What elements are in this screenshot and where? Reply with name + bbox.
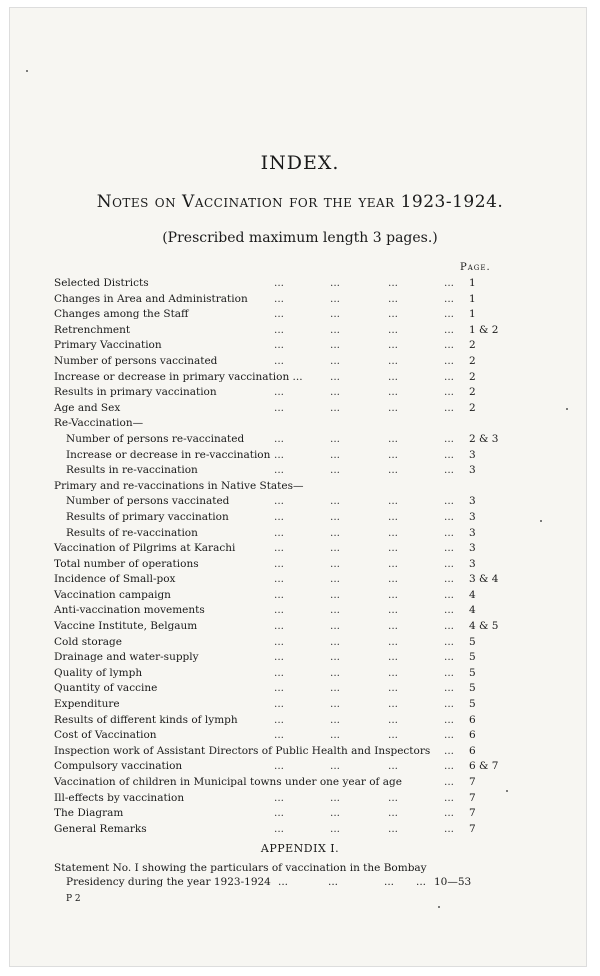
leader-dot-group: ...: [274, 292, 285, 305]
entry-page: 3: [469, 495, 476, 508]
leader-dot-group: ...: [444, 510, 455, 523]
index-entry: [54, 588, 554, 604]
leader-dot-group: ...: [444, 308, 455, 321]
leader-dot-group: ...: [388, 526, 399, 539]
entry-page: 3: [469, 464, 476, 477]
index-entry: [54, 713, 554, 729]
entry-label: Results of primary vaccination: [66, 510, 229, 523]
entry-label: Increase or decrease in primary vaccination ...: [54, 370, 303, 383]
leader-dot-group: ...: [330, 729, 341, 742]
entry-label: Vaccine Institute, Belgaum: [54, 620, 198, 633]
leader-dot-group: ...: [444, 292, 455, 305]
leader-dot-group: ...: [274, 323, 285, 336]
index-entry: [54, 370, 554, 386]
leader-dot-group: ...: [274, 682, 285, 695]
leader-dot-group: ...: [330, 448, 341, 461]
leader-dot-group: ...: [330, 760, 341, 773]
leader-dot-group: ...: [444, 713, 455, 726]
entry-page: 6 & 7: [469, 760, 499, 773]
leader-dot-group: ...: [274, 308, 285, 321]
page-subtitle: Notes on Vaccination for the year 1923-1924.: [96, 192, 504, 212]
leader-dot-group: ...: [444, 370, 455, 383]
leader-dot-group: ...: [444, 386, 455, 399]
leader-dot-group: ...: [388, 698, 399, 711]
leader-dot-group: ...: [444, 620, 455, 633]
entry-label: Results of different kinds of lymph: [54, 713, 238, 726]
leader-dot-group: ...: [388, 807, 399, 820]
entry-label: Number of persons re-vaccinated: [66, 432, 245, 445]
leader-dot-group: ...: [330, 354, 341, 367]
leader-dot-group: ...: [330, 698, 341, 711]
leader-dot-group: ...: [274, 791, 285, 804]
leader-dot-group: ...: [444, 635, 455, 648]
leader-dot-group: ...: [388, 573, 399, 586]
index-list: [54, 276, 554, 837]
entry-label: Primary and re-vaccinations in Native States—: [54, 479, 304, 492]
entry-label: Results of re-vaccination: [66, 526, 198, 539]
leader-dot-group: ...: [274, 401, 285, 414]
page-column-header: Page.: [460, 262, 491, 273]
leader-dot-group: ...: [274, 635, 285, 648]
index-entry: [54, 728, 554, 744]
entry-page: 1: [469, 308, 476, 321]
length-note: (Prescribed maximum length 3 pages.): [162, 230, 438, 246]
entry-page: 2: [469, 401, 476, 414]
entry-page: 5: [469, 666, 476, 679]
entry-label: Ill-effects by vaccination: [54, 791, 185, 804]
leader-dot-group: ...: [444, 807, 455, 820]
leader-dot-group: ...: [444, 354, 455, 367]
leader-dot-group: ...: [388, 713, 399, 726]
entry-page: 7: [469, 807, 476, 820]
leader-dot-group: ...: [444, 323, 455, 336]
leader-dot-group: ...: [444, 651, 455, 664]
entry-label: Quantity of vaccine: [54, 682, 158, 695]
leader-dot-group: ...: [330, 464, 341, 477]
index-entry: [54, 416, 554, 432]
index-entry: [54, 650, 554, 666]
entry-page: 3: [469, 557, 476, 570]
leader-dot-group: ...: [388, 635, 399, 648]
leader-dot-group: ...: [274, 588, 285, 601]
index-entry: [54, 323, 554, 339]
index-entry: [54, 635, 554, 651]
entry-label: Compulsory vaccination: [54, 760, 183, 773]
entry-label: Selected Districts: [54, 277, 149, 289]
leader-dot-group: ...: [388, 542, 399, 555]
statement-pages: 10—53: [434, 876, 472, 888]
entry-page: 6: [469, 744, 476, 757]
index-entry: [54, 697, 554, 713]
leader-dot-group: ...: [444, 791, 455, 804]
leader-dot-group: ...: [444, 776, 455, 788]
index-entry: [54, 619, 554, 635]
leader-dot-group: ...: [388, 729, 399, 742]
leader-dot-group: ...: [388, 510, 399, 523]
entry-label: Vaccination of Pilgrims at Karachi: [54, 542, 236, 555]
entry-label: General Remarks: [54, 822, 147, 835]
leader-dot-group: ...: [388, 339, 399, 352]
leader-dot-group: ...: [330, 401, 341, 414]
leader-dot-group: ...: [274, 620, 285, 633]
leader-dot-group: ...: [330, 651, 341, 664]
leader-dot-group: ...: [444, 573, 455, 586]
entry-page: 2: [469, 370, 476, 383]
index-entry: [54, 775, 554, 791]
entry-label: Primary Vaccination: [54, 339, 162, 352]
entry-label: Inspection work of Assistant Directors of Public Health and Inspectors: [54, 744, 431, 757]
entry-label: Re-Vaccination—: [54, 417, 144, 430]
leader-dot-group: ...: [330, 682, 341, 695]
leader-dot-group: ...: [330, 339, 341, 352]
leader-dot-group: ...: [274, 807, 285, 820]
entry-label: Changes among the Staff: [54, 308, 189, 321]
entry-page: 7: [469, 791, 476, 804]
leader-dot-group: ...: [444, 464, 455, 477]
index-entry: [54, 385, 554, 401]
leader-dot-group: ...: [444, 557, 455, 570]
entry-page: 4: [469, 604, 476, 617]
index-entry: [54, 666, 554, 682]
leader-dot-group: ...: [388, 432, 399, 445]
leader-dot-group: ...: [330, 635, 341, 648]
entry-label: Quality of lymph: [54, 666, 143, 679]
entry-page: 4 & 5: [469, 620, 499, 633]
leader-dot-group: ...: [444, 339, 455, 352]
leader-dot-group: ...: [330, 432, 341, 445]
page-title: INDEX.: [260, 152, 340, 174]
entry-label: Number of persons vaccinated: [54, 354, 218, 367]
entry-page: 7: [469, 822, 476, 835]
index-entry: [54, 432, 554, 448]
entry-page: 3 & 4: [469, 573, 499, 586]
leader-dot-group: ...: [388, 323, 399, 336]
index-entry: [54, 479, 554, 495]
leader-dot-group: ...: [388, 557, 399, 570]
leader-dot-group: ...: [274, 339, 285, 352]
statement-line-1: Statement No. I showing the particulars of vaccination in the Bombay: [54, 862, 427, 874]
leader-dot-group: ...: [388, 464, 399, 477]
leader-dot-group: ...: [444, 495, 455, 508]
leader-dot-group: ...: [330, 822, 341, 835]
entry-label: Vaccination campaign: [54, 588, 171, 601]
leader-dot-group: ...: [330, 495, 341, 508]
leader-dot-group: ...: [444, 666, 455, 679]
index-entry: [54, 292, 554, 308]
entry-page: 2 & 3: [469, 432, 499, 445]
leader-dot-group: ...: [274, 760, 285, 773]
entry-label: Cold storage: [54, 635, 122, 648]
leader-dot-group: ...: [274, 526, 285, 539]
index-entry: [54, 603, 554, 619]
index-entry: [54, 494, 554, 510]
leader-dot-group: ...: [274, 698, 285, 711]
paper-speck: [438, 906, 440, 908]
leader-dot-group: ...: [274, 604, 285, 617]
signature-mark: P 2: [66, 894, 81, 904]
leader-dot-group: ...: [444, 432, 455, 445]
leader-dot-group: ...: [274, 277, 285, 289]
index-entry: [54, 463, 554, 479]
entry-label: Anti-vaccination movements: [54, 604, 205, 617]
leader-dot-group: ...: [274, 713, 285, 726]
leader-dot-group: ...: [388, 620, 399, 633]
leader-dots: ...: [328, 876, 339, 888]
entry-label: The Diagram: [54, 807, 124, 820]
index-entry: [54, 759, 554, 775]
entry-label: Results in primary vaccination: [54, 386, 217, 399]
entry-label: Results in re-vaccination: [66, 464, 198, 477]
leader-dot-group: ...: [330, 557, 341, 570]
entry-page: 3: [469, 542, 476, 555]
leader-dot-group: ...: [444, 698, 455, 711]
leader-dots: ...: [278, 876, 289, 888]
entry-page: 5: [469, 682, 476, 695]
leader-dot-group: ...: [274, 573, 285, 586]
entry-label: Retrenchment: [54, 323, 131, 336]
entry-page: 7: [469, 776, 476, 788]
index-entry: [54, 572, 554, 588]
leader-dots: ...: [384, 876, 395, 888]
leader-dot-group: ...: [330, 542, 341, 555]
leader-dot-group: ...: [330, 791, 341, 804]
leader-dot-group: ...: [274, 557, 285, 570]
leader-dot-group: ...: [330, 386, 341, 399]
leader-dots: ...: [416, 876, 427, 888]
entry-page: 1: [469, 277, 476, 289]
index-entry: [54, 510, 554, 526]
leader-dot-group: ...: [444, 588, 455, 601]
leader-dot-group: ...: [388, 495, 399, 508]
paper-speck: [506, 790, 508, 792]
entry-label: Incidence of Small-pox: [54, 573, 176, 586]
leader-dot-group: ...: [388, 588, 399, 601]
entry-page: 3: [469, 510, 476, 523]
leader-dot-group: ...: [330, 588, 341, 601]
entry-page: 1: [469, 292, 476, 305]
leader-dot-group: ...: [330, 573, 341, 586]
leader-dot-group: ...: [388, 651, 399, 664]
index-entry: [54, 307, 554, 323]
leader-dot-group: ...: [388, 791, 399, 804]
leader-dot-group: ...: [444, 277, 455, 289]
leader-dot-group: ...: [330, 713, 341, 726]
leader-dot-group: ...: [388, 370, 399, 383]
entry-page: 1 & 2: [469, 323, 499, 336]
index-entry: [54, 526, 554, 542]
index-entry: [54, 541, 554, 557]
index-entry: [54, 557, 554, 573]
entry-label: Changes in Area and Administration: [54, 292, 248, 305]
entry-label: Cost of Vaccination: [54, 729, 157, 742]
statement-line-2: [66, 876, 472, 888]
leader-dot-group: ...: [330, 526, 341, 539]
leader-dot-group: ...: [388, 666, 399, 679]
index-entry: [54, 448, 554, 464]
leader-dot-group: ...: [330, 604, 341, 617]
index-entry: [54, 338, 554, 354]
leader-dot-group: ...: [444, 682, 455, 695]
entry-label: Number of persons vaccinated: [66, 495, 230, 508]
leader-dot-group: ...: [330, 807, 341, 820]
leader-dot-group: ...: [330, 620, 341, 633]
leader-dot-group: ...: [330, 277, 341, 289]
appendix-heading: APPENDIX I.: [260, 842, 340, 855]
leader-dot-group: ...: [444, 526, 455, 539]
leader-dot-group: ...: [444, 744, 455, 757]
leader-dot-group: ...: [444, 542, 455, 555]
entry-page: 5: [469, 651, 476, 664]
leader-dot-group: ...: [274, 729, 285, 742]
leader-dot-group: ...: [388, 308, 399, 321]
leader-dot-group: ...: [388, 760, 399, 773]
leader-dot-group: ...: [274, 542, 285, 555]
leader-dot-group: ...: [388, 354, 399, 367]
leader-dot-group: ...: [388, 386, 399, 399]
leader-dot-group: ...: [274, 432, 285, 445]
leader-dot-group: ...: [388, 682, 399, 695]
leader-dot-group: ...: [444, 401, 455, 414]
leader-dot-group: ...: [274, 495, 285, 508]
leader-dot-group: ...: [388, 401, 399, 414]
index-entry: [54, 822, 554, 838]
entry-page: 4: [469, 588, 476, 601]
entry-page: 5: [469, 698, 476, 711]
leader-dot-group: ...: [444, 448, 455, 461]
statement-line-2-text: Presidency during the year 1923-1924: [66, 876, 271, 888]
entry-page: 3: [469, 526, 476, 539]
leader-dot-group: ...: [388, 822, 399, 835]
entry-page: 2: [469, 386, 476, 399]
leader-dot-group: ...: [330, 323, 341, 336]
entry-page: 3: [469, 448, 476, 461]
entry-label: Drainage and water-supply: [54, 651, 199, 664]
entry-label: Vaccination of children in Municipal towns under one year of age: [54, 776, 402, 788]
index-entry: [54, 791, 554, 807]
entry-page: 2: [469, 339, 476, 352]
leader-dot-group: ...: [330, 666, 341, 679]
leader-dot-group: ...: [444, 729, 455, 742]
leader-dot-group: ...: [274, 354, 285, 367]
entry-label: Expenditure: [54, 698, 120, 711]
entry-page: 5: [469, 635, 476, 648]
leader-dot-group: ...: [274, 822, 285, 835]
leader-dot-group: ...: [274, 386, 285, 399]
index-entry: [54, 401, 554, 417]
leader-dot-group: ...: [274, 448, 285, 461]
index-entry: [54, 276, 554, 292]
index-entry: [54, 744, 554, 760]
index-entry: [54, 354, 554, 370]
entry-label: Age and Sex: [54, 401, 121, 414]
index-entry: [54, 681, 554, 697]
paper-speck: [566, 408, 568, 410]
leader-dot-group: ...: [274, 651, 285, 664]
entry-label: Total number of operations: [54, 557, 199, 570]
leader-dot-group: ...: [444, 760, 455, 773]
entry-page: 6: [469, 729, 476, 742]
paper-speck: [26, 70, 28, 72]
leader-dot-group: ...: [330, 370, 341, 383]
leader-dot-group: ...: [388, 277, 399, 289]
leader-dot-group: ...: [274, 464, 285, 477]
leader-dot-group: ...: [274, 666, 285, 679]
index-entry: [54, 806, 554, 822]
leader-dot-group: ...: [444, 604, 455, 617]
leader-dot-group: ...: [330, 510, 341, 523]
entry-label: Increase or decrease in re-vaccination: [66, 448, 271, 461]
leader-dot-group: ...: [330, 308, 341, 321]
paper-speck: [540, 520, 542, 522]
leader-dot-group: ...: [274, 510, 285, 523]
leader-dot-group: ...: [388, 604, 399, 617]
leader-dot-group: ...: [444, 822, 455, 835]
leader-dot-group: ...: [388, 292, 399, 305]
leader-dot-group: ...: [388, 448, 399, 461]
entry-page: 2: [469, 354, 476, 367]
leader-dot-group: ...: [330, 292, 341, 305]
entry-page: 6: [469, 713, 476, 726]
